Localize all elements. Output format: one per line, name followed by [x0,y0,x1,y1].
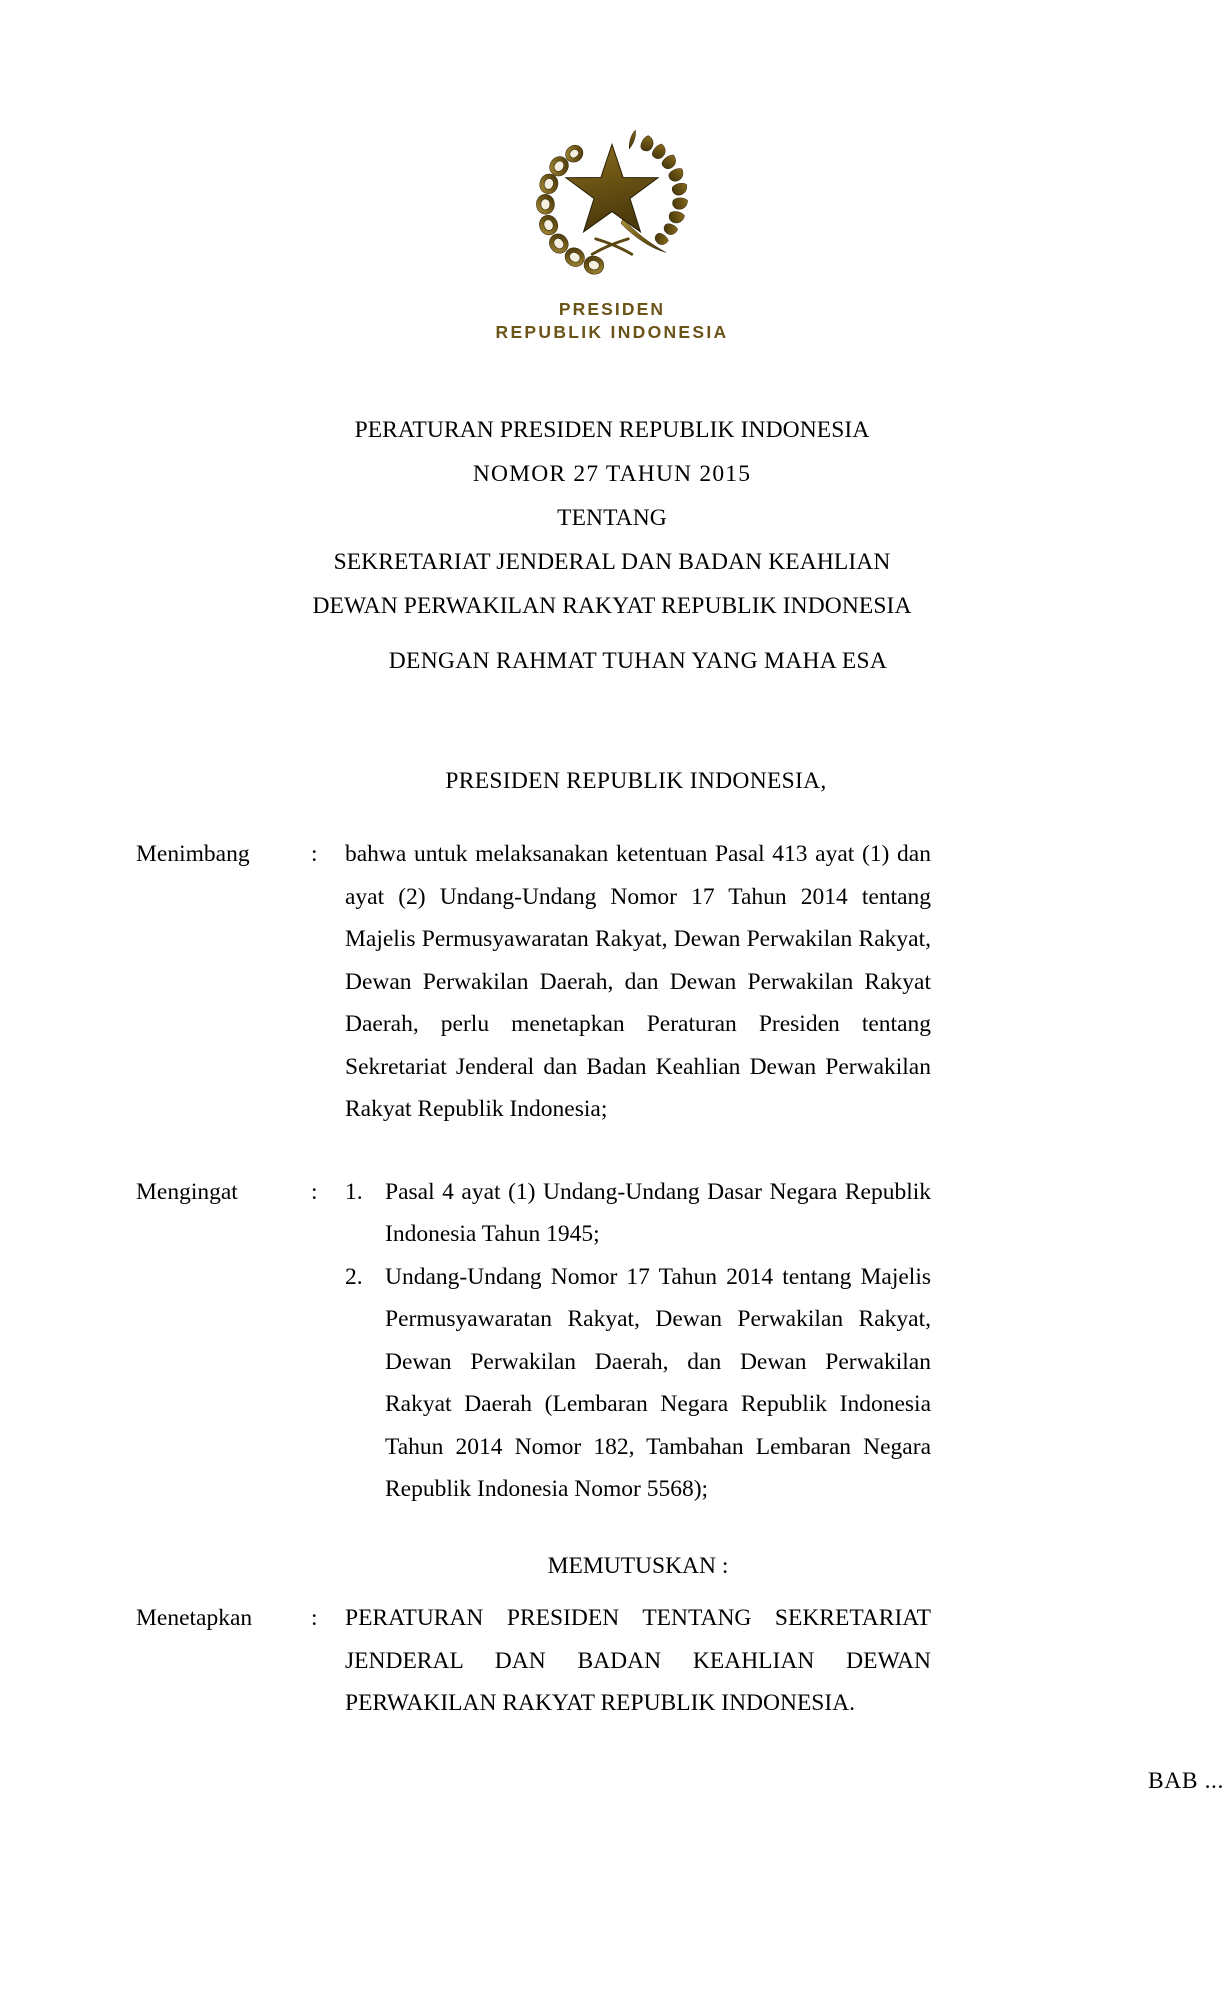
clause-label: Mengingat [136,1178,238,1205]
clause-paragraph: bahwa untuk melaksanakan ketentuan Pasal 413 ayat (1) dan ayat (2) Undang-Undang Nomor 17 Tahun 2014 tentang Majelis Permusyawaratan Rakyat, Dewan Perwakilan Rakyat, Dewan Perwakilan Daerah, dan Dewan Perwakilan Rakyat Daerah, perlu menetapkan Peraturan Presiden tentang Sekretariat Jenderal dan Badan Keahlian Dewan Perwakilan Rakyat Republik Indonesia; [345,841,931,1122]
clause-numbered-list [345,1171,931,1511]
clause-list [0,833,1224,1511]
indonesia-presidential-seal-icon [522,112,702,292]
decision-heading: MEMUTUSKAN : [547,1553,729,1579]
clause-menetapkan [0,1597,1224,1725]
clause-mengingat [0,1171,1224,1511]
clause-content [345,1597,931,1725]
title-line-subject-2: DEWAN PERWAKILAN RAKYAT REPUBLIK INDONESIA [312,593,912,619]
authority-line: PRESIDEN REPUBLIK INDONESIA, [445,768,827,794]
clause-colon: : [311,1605,318,1631]
list-item [345,1171,931,1256]
clause-content [345,1171,931,1511]
emblem-caption-line1: PRESIDEN [558,299,666,319]
title-line-subject-1: SEKRETARIAT JENDERAL DAN BADAN KEAHLIAN [333,549,891,575]
clause-label: Menetapkan [136,1605,253,1631]
enactment-text: PERATURAN PRESIDEN TENTANG SEKRETARIAT JENDERAL DAN BADAN KEAHLIAN DEWAN PERWAKILAN RAKYAT REPUBLIK INDONESIA. [345,1605,931,1716]
title-line-regulation: PERATURAN PRESIDEN REPUBLIK INDONESIA [354,417,870,443]
emblem-caption [496,298,729,345]
clause-colon: : [311,1178,318,1205]
list-item-number: 2. [345,1263,363,1290]
invocation-line: DENGAN RAHMAT TUHAN YANG MAHA ESA [388,648,888,674]
title-line-about: TENTANG [557,505,667,531]
list-item-number: 1. [345,1178,363,1205]
list-item-text: Pasal 4 ayat (1) Undang-Undang Dasar Negara Republik Indonesia Tahun 1945; [385,1178,931,1247]
emblem-block [0,112,1224,345]
clause-colon: : [311,841,318,867]
enactment-block [0,1597,1224,1725]
list-item [345,1256,931,1511]
emblem-caption-line2: REPUBLIK INDONESIA [495,322,729,343]
title-line-number: NOMOR 27 TAHUN 2015 [472,461,752,487]
clause-menimbang [0,833,1224,1131]
clause-content [345,833,931,1131]
clause-label: Menimbang [136,841,250,867]
document-title-block [0,408,1224,628]
list-item-text: Undang-Undang Nomor 17 Tahun 2014 tentang Majelis Permusyawaratan Rakyat, Dewan Perwakilan Rakyat, Dewan Perwakilan Daerah, dan Dewan Perwakilan Rakyat Daerah (Lembaran Negara Republik Indonesia Tahun 2014 Nomor 182, Tambahan Lembaran Negara Republik Indonesia Nomor 5568); [385,1263,931,1502]
footer-continuation: BAB ... [1147,1768,1224,1794]
